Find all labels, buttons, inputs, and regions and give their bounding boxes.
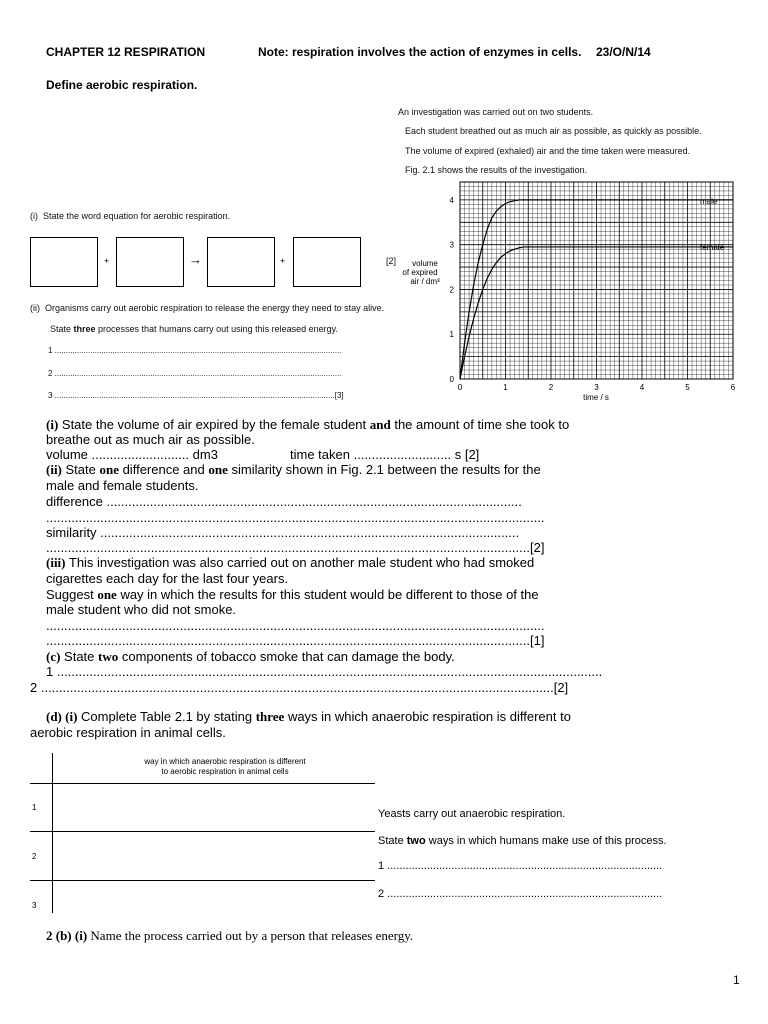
x-tick-label: 1	[503, 383, 508, 392]
q-c-line: (c) State two components of tobacco smoke that can damage the body.	[46, 649, 455, 664]
x-axis-label: time / s	[583, 393, 609, 402]
plus-sign-1: +	[104, 256, 110, 266]
time-answer[interactable]: time taken ........................... s [2]	[290, 447, 480, 462]
table-row-3-cell[interactable]	[55, 883, 373, 913]
equation-box-1[interactable]	[30, 237, 98, 287]
q-i-line-2: breathe out as much air as possible.	[46, 432, 255, 447]
table-row-1-number: 1	[32, 803, 37, 812]
q-iii-line-2: cigarettes each day for the last four years.	[46, 571, 289, 586]
yeast-line-2: State two ways in which humans make use of this process.	[378, 835, 667, 847]
legend-male: male	[700, 197, 718, 206]
table-header-1: way in which anaerobic respiration is different	[144, 757, 306, 766]
y-tick-label: 4	[449, 195, 454, 205]
table-row-2-number: 2	[32, 852, 37, 861]
legend-female: female	[700, 243, 725, 252]
x-tick-label: 0	[457, 383, 463, 392]
x-tick-label: 6	[730, 383, 736, 392]
arrow-icon: →	[189, 252, 202, 267]
define-question: Define aerobic respiration.	[46, 78, 198, 92]
q-iii-line-4: male student who did not smoke.	[46, 602, 237, 617]
chapter-title: CHAPTER 12 RESPIRATION	[46, 45, 206, 59]
y-axis-label-2: of expired	[402, 268, 438, 277]
y-tick-label: 0	[449, 375, 454, 384]
part-ii-instruction: State three processes that humans carry out using this released energy.	[50, 324, 338, 334]
page-number: 1	[733, 973, 740, 987]
q-ii-line-2: male and female students.	[46, 478, 199, 493]
header-note: Note: respiration involves the action of enzymes in cells.	[258, 45, 582, 59]
q-iii-answer-2[interactable]: ......................................................................................................................................[1]	[46, 633, 545, 648]
part-i-label: (i) State the word equation for aerobic respiration.	[30, 211, 231, 221]
q-c-answer-2[interactable]: 2 ..............................................................................................................................................[2]	[30, 680, 569, 695]
x-tick-label: 5	[685, 383, 690, 392]
part-ii-answer-3[interactable]: 3 ..............................................................................................................................[3]	[48, 391, 344, 400]
y-tick-label: 1	[449, 330, 454, 340]
difference-answer-2[interactable]: ..........................................................................................................................................	[46, 510, 545, 525]
y-tick-label: 3	[449, 240, 454, 250]
table-row-3-number: 3	[32, 901, 37, 910]
investigation-line-4: Fig. 2.1 shows the results of the investigation.	[405, 165, 588, 175]
y-tick-label: 2	[449, 285, 454, 295]
q-iii-answer-1[interactable]: ..........................................................................................................................................	[46, 618, 545, 633]
yeast-answer-1[interactable]: 1 ..........................................................................................	[378, 860, 663, 872]
table-header-2: to aerobic respiration in animal cells	[161, 767, 289, 776]
equation-box-4[interactable]	[293, 237, 361, 287]
table-row-1-cell[interactable]	[55, 786, 373, 829]
x-tick-label: 4	[639, 383, 645, 392]
part-ii-answer-1[interactable]: 1 .................................................................................................................................	[48, 346, 342, 355]
header-code: 23/O/N/14	[596, 45, 651, 59]
similarity-answer-2[interactable]: ......................................................................................................................................[2]	[46, 540, 545, 555]
x-tick-label: 2	[548, 383, 554, 392]
difference-answer[interactable]: difference ...................................................................................................................	[46, 494, 522, 509]
investigation-line-1: An investigation was carried out on two students.	[398, 107, 594, 117]
plus-sign-2: +	[280, 256, 286, 266]
equation-box-2[interactable]	[116, 237, 184, 287]
part-ii-answer-2[interactable]: 2 .................................................................................................................................	[48, 369, 342, 378]
fig-2-1-chart	[380, 180, 760, 405]
similarity-answer[interactable]: similarity ....................................................................................................................	[46, 525, 520, 540]
table-row-2-cell[interactable]	[55, 834, 373, 878]
q-d-line-2: aerobic respiration in animal cells.	[30, 725, 226, 740]
q-i-line-1: (i) State the volume of air expired by the female student and the amount of time she took to	[46, 417, 570, 432]
q-iii-line-1: (iii) This investigation was also carried out on another male student who had smoked	[46, 555, 535, 570]
y-axis-label-3: air / dm³	[410, 277, 440, 286]
equation-box-3[interactable]	[207, 237, 275, 287]
investigation-line-3: The volume of expired (exhaled) air and the time taken were measured.	[405, 146, 691, 156]
volume-answer[interactable]: volume ........................... dm3	[46, 447, 218, 462]
investigation-line-2: Each student breathed out as much air as possible, as quickly as possible.	[405, 126, 702, 136]
part-i-marks: [2]	[386, 256, 397, 266]
x-tick-label: 3	[594, 383, 599, 392]
y-axis-label-1: volume	[412, 259, 438, 268]
yeast-answer-2[interactable]: 2 ..........................................................................................	[378, 888, 663, 900]
part-ii-label: (ii) Organisms carry out aerobic respiration to release the energy they need to stay alive.	[30, 303, 385, 313]
q-ii-line-1: (ii) State one difference and one similarity shown in Fig. 2.1 between the results for the	[46, 462, 541, 477]
q-c-answer-1[interactable]: 1 .......................................................................................................................................................	[46, 664, 603, 679]
yeast-line-1: Yeasts carry out anaerobic respiration.	[378, 808, 566, 820]
q-iii-line-3: Suggest one way in which the results for this student would be different to those of the	[46, 587, 539, 602]
q-d-line-1: (d) (i) Complete Table 2.1 by stating three ways in which anaerobic respiration is different to	[46, 709, 571, 724]
q-2b-line: 2 (b) (i) Name the process carried out by a person that releases energy.	[46, 928, 414, 943]
